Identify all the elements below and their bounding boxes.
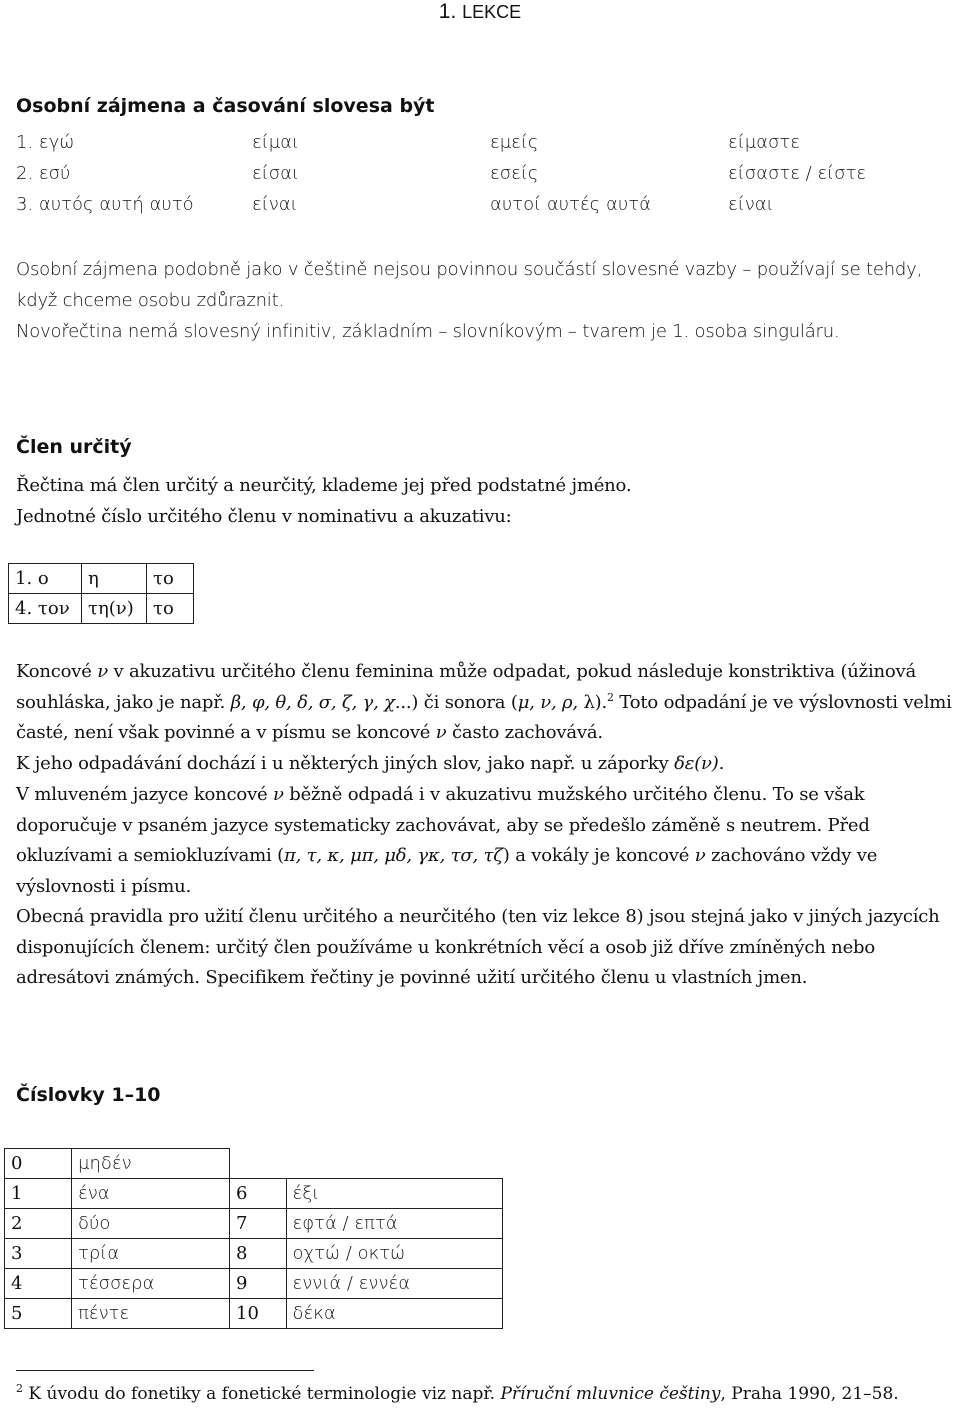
general-rules-paragraph: Obecná pravidla pro užití členu určitého a neurčitého (ten viz lekce 8) jsou stejná jako v jiných jazycích disponujících členem: určitý člen používáme u konkrétních věcí a osob již dříve zmíněných nebo adresátovi známých. Specifikem řečtiny je povinné užití určitého členu u vlastních jmen.: [16, 906, 940, 989]
table-cell: εννιά / εννέα: [286, 1269, 502, 1299]
table-cell: το: [147, 594, 194, 624]
text-run: Koncové: [16, 661, 98, 682]
verb-3sg: είναι: [252, 194, 298, 215]
section-heading-numerals: Číslovky 1–10: [16, 1084, 161, 1106]
table-cell: 3: [5, 1239, 72, 1269]
greek-letter: ν: [694, 845, 706, 867]
greek-sonorants: μ, ν, ρ,: [517, 691, 578, 713]
text-run: Toto odpadání je ve výslovnosti velmi časté, není však povinné a v písmu se koncové: [16, 691, 952, 744]
text-run: V mluveném jazyce koncové: [16, 784, 274, 805]
infinitive-note-paragraph: Novořečtina nemá slovesný infinitiv, základním – slovníkovým – tvarem je 1. osoba singuláru.: [16, 321, 840, 342]
table-row: [9, 564, 194, 594]
table-row: [5, 1179, 503, 1209]
pronoun-3pl: αυτοί αυτές αυτά: [490, 194, 651, 215]
text-run: zachováno vždy ve výslovnosti i písmu.: [16, 845, 878, 898]
table-cell: τη(ν): [82, 594, 147, 624]
verb-2sg: είσαι: [252, 163, 299, 184]
verb-1pl: είμαστε: [728, 132, 800, 153]
table-cell: 10: [230, 1299, 287, 1329]
verb-3pl: είναι: [728, 194, 774, 215]
table-cell: 6: [230, 1179, 287, 1209]
table-cell: η: [82, 564, 147, 594]
text-run: λ).: [577, 691, 607, 713]
verb-2pl: είσαστε / είστε: [728, 163, 867, 184]
pronoun-note-paragraph: Osobní zájmena podobně jako v češtině nejsou povinnou součástí slovesné vazby – používají se tehdy, když chceme osobu zdůraznit.: [16, 259, 923, 311]
greek-letter: ν: [97, 661, 109, 682]
spoken-language-paragraph: [16, 780, 960, 903]
table-cell: ένα: [72, 1179, 230, 1209]
greek-word: δε(ν): [674, 753, 719, 774]
table-row: [5, 1149, 503, 1179]
table-cell: έξι: [286, 1179, 502, 1209]
section-heading-pronouns: Osobní zájmena a časování slovesa být: [16, 95, 435, 117]
table-cell: 8: [230, 1239, 287, 1269]
table-cell: 1. ο: [9, 564, 82, 594]
table-cell: 4: [5, 1269, 72, 1299]
footnote-marker[interactable]: 2: [607, 690, 614, 704]
lesson-word: LEKCE: [462, 2, 522, 22]
table-cell: τρία: [72, 1239, 230, 1269]
text-run: K jeho odpadávání dochází i u některých jiných slov, jako např. u záporky: [16, 753, 675, 774]
text-run: ) a vokály je koncové: [502, 845, 695, 867]
article-table: [8, 563, 194, 624]
table-cell: 7: [230, 1209, 287, 1239]
pronoun-1sg: 1. εγώ: [16, 132, 75, 153]
book-title: Příruční mluvnice češtiny: [500, 1384, 721, 1404]
table-row: [9, 594, 194, 624]
pronoun-2sg: 2. εσύ: [16, 163, 71, 184]
table-cell: δέκα: [286, 1299, 502, 1329]
table-cell: πέντε: [72, 1299, 230, 1329]
footnote: [16, 1382, 899, 1406]
page-title: [0, 0, 960, 24]
table-cell: [286, 1149, 502, 1179]
text-run: v akuzativu určitého členu feminina může odpadat, pokud následuje konstriktiva (úžinová souhláska, jako je např.: [16, 661, 917, 713]
pronoun-1pl: εμείς: [490, 132, 539, 153]
negation-paragraph: [16, 749, 960, 780]
table-row: [5, 1209, 503, 1239]
pronoun-2pl: εσείς: [490, 163, 539, 184]
table-cell: 1: [5, 1179, 72, 1209]
text-run: .: [718, 753, 725, 774]
greek-consonants: β, φ, θ, δ, σ, ζ, γ, χ: [230, 691, 395, 713]
table-cell: εφτά / επτά: [286, 1209, 502, 1239]
table-cell: 2: [5, 1209, 72, 1239]
text-run: K úvodu do fonetiky a fonetické terminologie viz např.: [23, 1384, 501, 1404]
article-explanation-paragraph: [16, 657, 960, 749]
table-cell: δύο: [72, 1209, 230, 1239]
table-cell: το: [147, 564, 194, 594]
text-run: běžně odpadá i v akuzativu mužského určitého členu. To se však doporučuje v psaném jazyce systematicky zachovávat, aby se předešlo záměně s neutrem. Před okluzívami a semiokluzívami (: [16, 784, 870, 867]
table-row: [5, 1269, 503, 1299]
table-cell: οχτώ / οκτώ: [286, 1239, 502, 1269]
greek-letter: ν: [435, 722, 447, 744]
table-cell: [230, 1149, 287, 1179]
table-row: [5, 1299, 503, 1329]
table-cell: 9: [230, 1269, 287, 1299]
verb-1sg: είμαι: [252, 132, 299, 153]
lesson-number: 1.: [438, 0, 457, 23]
pronoun-3sg: 3. αυτός αυτή αυτό: [16, 194, 194, 215]
footnote-separator: [16, 1370, 314, 1371]
article-table-caption: Jednotné číslo určitého členu v nominativu a akuzativu:: [16, 506, 512, 527]
numerals-table: [4, 1148, 503, 1329]
text-run: často zachovává.: [446, 722, 603, 744]
section-heading-article: Člen určitý: [16, 436, 132, 458]
table-cell: 4. τον: [9, 594, 82, 624]
article-intro-line: Řečtina má člen určitý a neurčitý, klademe jej před podstatné jméno.: [16, 475, 632, 496]
text-run: , Praha 1990, 21–58.: [720, 1384, 899, 1404]
table-cell: 5: [5, 1299, 72, 1329]
footnote-number: 2: [16, 1382, 23, 1395]
table-cell: 0: [5, 1149, 72, 1179]
table-row: [5, 1239, 503, 1269]
table-cell: μηδέν: [72, 1149, 230, 1179]
text-run: ...) či sonora (: [394, 691, 518, 713]
greek-letter: ν: [273, 784, 284, 805]
table-cell: τέσσερα: [72, 1269, 230, 1299]
greek-stops: π, τ, κ, μπ, μδ, γκ, τσ, τζ: [283, 845, 503, 867]
